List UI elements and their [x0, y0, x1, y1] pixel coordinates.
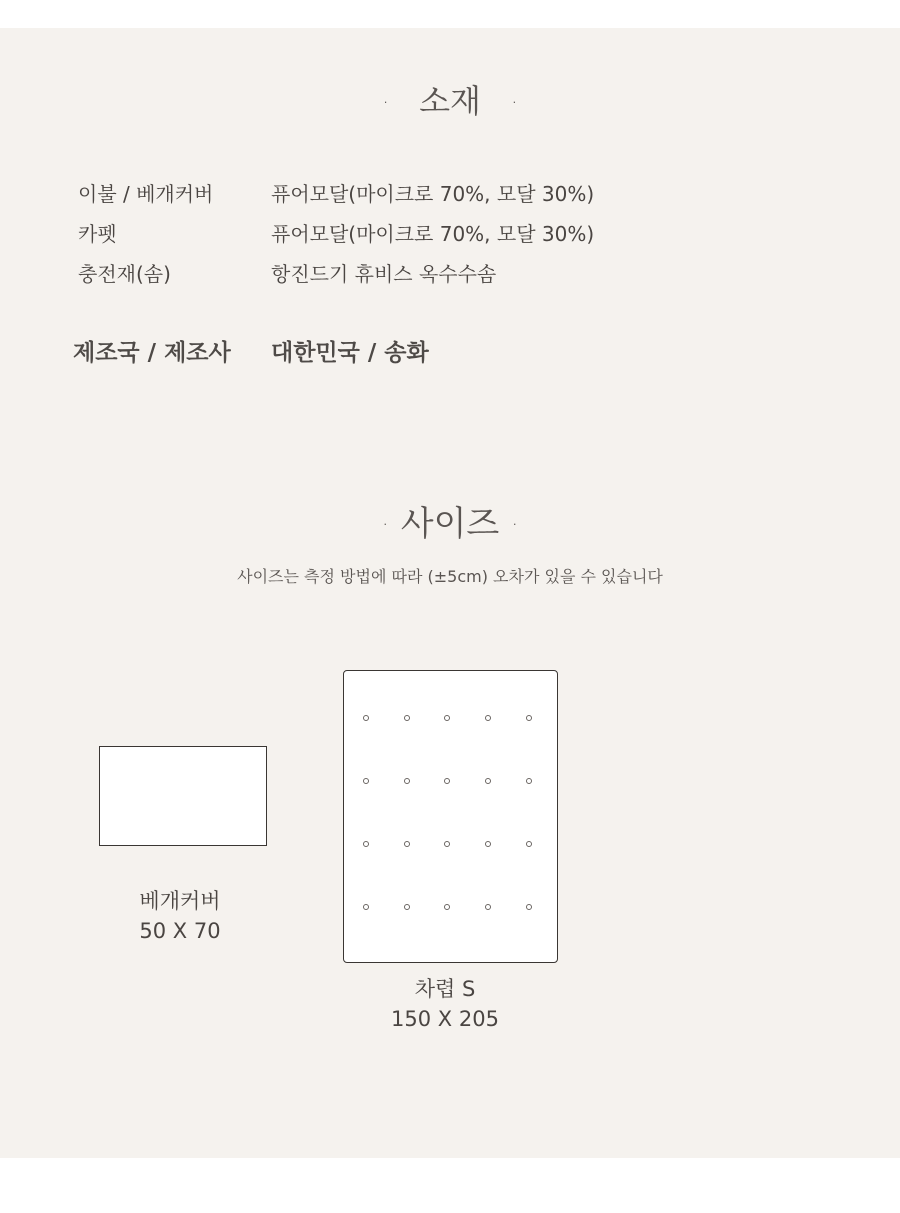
quilt-stitch-dot — [526, 841, 532, 847]
material-value: 항진드기 휴비스 옥수수솜 — [271, 262, 497, 286]
comforter-dims: 150 X 205 — [391, 1007, 499, 1031]
material-label: 충전재(솜) — [78, 262, 171, 286]
heading-dot-right: · — [511, 513, 519, 538]
quilt-stitch-dot — [444, 715, 450, 721]
heading-dot-left: · — [381, 513, 389, 538]
quilt-stitch-dot — [444, 778, 450, 784]
materials-title: 소재 — [419, 82, 481, 120]
quilt-stitch-dot — [444, 904, 450, 910]
comforter-diagram — [343, 670, 558, 963]
pillow-dims: 50 X 70 — [139, 919, 221, 943]
pillow-cover-diagram — [99, 746, 267, 846]
pillow-caption — [80, 886, 280, 946]
quilt-stitch-dot — [485, 715, 491, 721]
quilt-stitch-dot — [526, 904, 532, 910]
quilt-stitch-dot — [363, 778, 369, 784]
heading-dot-right: · — [510, 90, 518, 116]
quilt-stitch-dot — [404, 778, 410, 784]
quilt-stitch-dot — [485, 904, 491, 910]
size-title: 사이즈 — [400, 504, 500, 544]
origin-label: 제조국 / 제조사 — [73, 340, 231, 366]
quilt-stitch-dot — [363, 715, 369, 721]
quilt-stitch-dot — [363, 841, 369, 847]
material-label: 이불 / 베개커버 — [78, 182, 214, 206]
quilt-stitch-dot — [485, 778, 491, 784]
quilt-stitch-dot — [404, 715, 410, 721]
quilt-stitch-dot — [485, 841, 491, 847]
origin-value: 대한민국 / 송화 — [271, 340, 429, 366]
material-value: 퓨어모달(마이크로 70%, 모달 30%) — [271, 182, 595, 206]
size-heading — [0, 496, 900, 545]
material-label: 카펫 — [78, 222, 117, 246]
comforter-caption — [345, 974, 545, 1034]
quilt-stitch-dot — [526, 715, 532, 721]
material-value: 퓨어모달(마이크로 70%, 모달 30%) — [271, 222, 595, 246]
quilt-stitch-dot — [444, 841, 450, 847]
quilt-stitch-dot — [404, 841, 410, 847]
quilt-stitch-dot — [363, 904, 369, 910]
materials-heading — [0, 76, 900, 122]
size-note: 사이즈는 측정 방법에 따라 (±5cm) 오차가 있을 수 있습니다 — [237, 567, 663, 586]
pillow-name: 베개커버 — [139, 889, 221, 913]
quilt-stitch-dot — [526, 778, 532, 784]
heading-dot-left: · — [382, 90, 390, 116]
comforter-name: 차렵 S — [414, 977, 476, 1001]
quilt-stitch-dot — [404, 904, 410, 910]
